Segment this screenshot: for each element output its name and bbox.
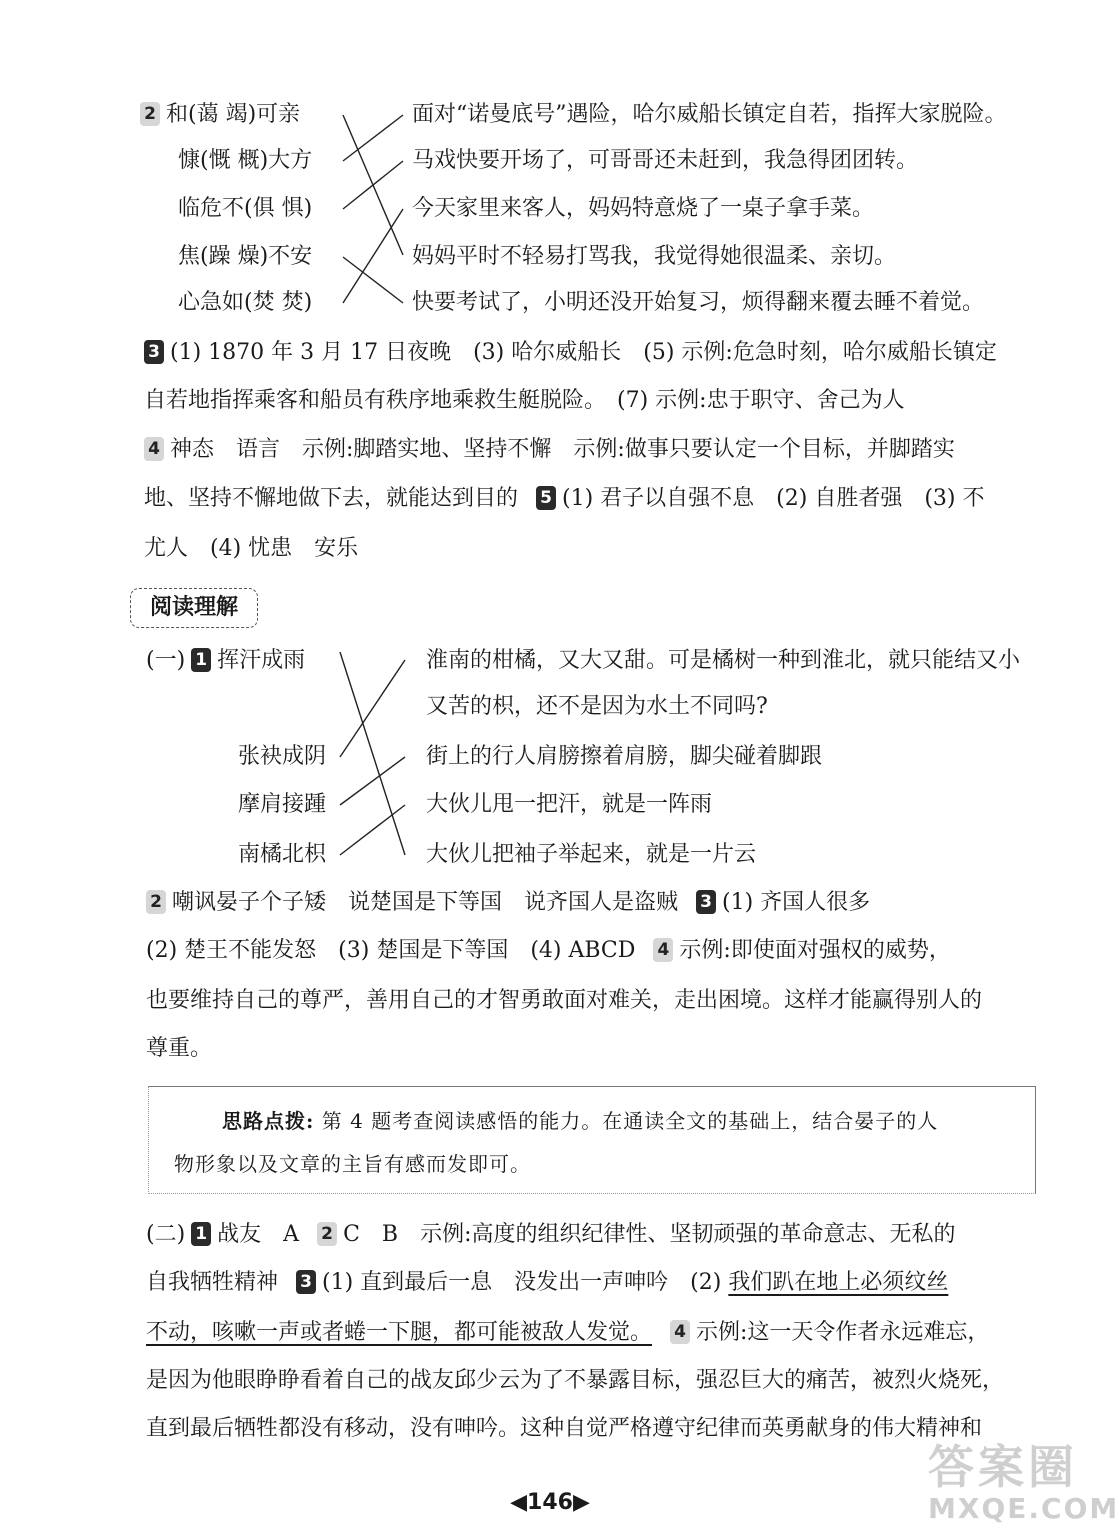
part-prefix: (二) — [146, 1222, 186, 1247]
match-left-item: 心急如(焚 焚) — [178, 290, 313, 315]
r2-line-4: 是因为他眼睁睁看着自己的战友邱少云为了不暴露目标，强忍巨大的痛苦，被烈火烧死， — [146, 1368, 1005, 1393]
r1-connector — [340, 805, 405, 855]
question-badge: 4 — [653, 938, 673, 962]
tip-line-1 — [222, 1107, 938, 1135]
r1-connector — [340, 757, 405, 805]
answer-text: (1) 齐国人很多 — [722, 890, 871, 915]
q4-line-2 — [144, 484, 985, 514]
answer-text: 自我牺牲精神 — [146, 1270, 279, 1295]
watermark-top: 答案圈 — [928, 1440, 1078, 1494]
match-right-item: 马戏快要开场了，可哥哥还未赶到，我急得团团转。 — [412, 148, 919, 173]
q5-line-3: 尤人 (4) 忧患 安乐 — [144, 536, 359, 561]
match-right-item-cont: 又苦的枳，还不是因为水土不同吗? — [426, 694, 768, 719]
question-badge: 3 — [144, 340, 164, 364]
match-left-item: 摩肩接踵 — [238, 792, 327, 817]
question-badge: 2 — [140, 102, 160, 126]
answer-text: (1) 君子以自强不息 (2) 自胜者强 (3) 不 — [562, 486, 985, 511]
r1-row-1 — [146, 646, 305, 676]
part-prefix: (一) — [146, 648, 186, 673]
match-right-item: 大伙儿甩一把汗，就是一阵雨 — [426, 792, 713, 817]
page-number: ◀146▶ — [510, 1490, 590, 1515]
match-right-item: 面对“诺曼底号”遇险，哈尔威船长镇定自若，指挥大家脱险。 — [412, 102, 1007, 127]
question-badge: 4 — [144, 437, 164, 461]
answer-text: 示例:即使面对强权的威势， — [679, 938, 951, 963]
answer-text: (2) 楚王不能发怒 (3) 楚国是下等国 (4) ABCD — [146, 938, 636, 963]
tip-label: 思路点拨: — [222, 1109, 315, 1133]
match-left-item: 慷(慨 概)大方 — [178, 148, 313, 173]
q2-connector — [343, 115, 403, 161]
match-right-item: 今天家里来客人，妈妈特意烧了一桌子拿手菜。 — [412, 196, 875, 221]
r1-q3-line — [146, 936, 951, 966]
match-left-item: 张袂成阴 — [238, 744, 327, 769]
r1-q4-line-3: 尊重。 — [146, 1036, 213, 1061]
watermark-bottom: MXQE.COM — [928, 1492, 1119, 1525]
answer-text: 嘲讽晏子个子矮 说楚国是下等国 说齐国人是盗贼 — [172, 890, 679, 915]
question-badge: 1 — [191, 648, 211, 672]
underlined-answer: 我们趴在地上必须纹丝 — [728, 1270, 949, 1295]
match-right-item: 淮南的柑橘，又大又甜。可是橘树一种到淮北，就只能结又小 — [426, 648, 1021, 673]
answer-text: (1) 直到最后一息 没发出一声呻吟 (2) — [322, 1270, 729, 1295]
q2-connector — [343, 209, 403, 303]
q3-line-1 — [144, 338, 997, 368]
tip-line-2: 物形象以及文章的主旨有感而发即可。 — [174, 1152, 531, 1176]
answer-text: (1) 1870 年 3 月 17 日夜晚 (3) 哈尔威船长 (5) 示例:危急时刻，哈尔威船长镇定 — [170, 340, 997, 365]
watermark-logo — [928, 1442, 1119, 1525]
question-badge: 2 — [317, 1222, 337, 1246]
match-right-item: 妈妈平时不轻易打骂我，我觉得她很温柔、亲切。 — [412, 244, 897, 269]
match-left-item: 焦(躁 燥)不安 — [178, 244, 313, 269]
r2-line-5: 直到最后牺牲都没有移动，没有呻吟。这种自觉严格遵守纪律而英勇献身的伟大精神和 — [146, 1416, 983, 1441]
r1-connector — [340, 660, 405, 757]
answer-text: 战友 A — [217, 1222, 300, 1247]
r2-line-2 — [146, 1268, 948, 1298]
q3-line-2: 自若地指挥乘客和船员有秩序地乘救生艇脱险。 (7) 示例:忠于职守、舍己为人 — [144, 388, 905, 413]
r1-q4-line-2: 也要维持自己的尊严，善用自己的才智勇敢面对难关，走出困境。这样才能赢得别人的 — [146, 988, 983, 1013]
match-left-item: 南橘北枳 — [238, 842, 327, 867]
q2-connector — [343, 257, 403, 303]
answer-text: 地、坚持不懈地做下去，就能达到目的 — [144, 486, 519, 511]
section-title: 阅读理解 — [130, 588, 258, 628]
match-right-item: 大伙儿把袖子举起来，就是一片云 — [426, 842, 757, 867]
question-badge: 1 — [191, 1222, 211, 1246]
r1-q2-line — [146, 888, 870, 918]
match-left-item: 临危不(俱 惧) — [178, 196, 313, 221]
question-badge: 4 — [670, 1320, 690, 1344]
question-badge: 5 — [536, 486, 556, 510]
match-left-item: 和(蔼 竭)可亲 — [166, 102, 301, 127]
answer-text: 神态 语言 示例:脚踏实地、坚持不懈 示例:做事只要认定一个目标，并脚踏实 — [170, 437, 955, 462]
answer-text: 示例:这一天令作者永远难忘， — [696, 1320, 990, 1345]
q4-line-1 — [144, 435, 955, 465]
r2-line-3 — [146, 1318, 989, 1348]
match-right-item: 快要考试了，小明还没开始复习，烦得翻来覆去睡不着觉。 — [412, 290, 985, 315]
question-badge: 3 — [696, 890, 716, 914]
q2-connector — [343, 161, 403, 209]
answer-text: C B 示例:高度的组织纪律性、坚韧顽强的革命意志、无私的 — [343, 1222, 956, 1247]
tip-text: 第 4 题考查阅读感悟的能力。在通读全文的基础上，结合晏子的人 — [321, 1109, 939, 1133]
r2-line-1 — [146, 1220, 955, 1250]
r1-connector — [340, 652, 405, 855]
match-right-item: 街上的行人肩膀擦着肩膀，脚尖碰着脚跟 — [426, 744, 823, 769]
underlined-answer: 不动，咳嗽一声或者蜷一下腿，都可能被敌人发觉。 — [146, 1320, 653, 1345]
match-left-item: 挥汗成雨 — [217, 648, 306, 673]
question-badge: 2 — [146, 890, 166, 914]
question-badge: 3 — [296, 1270, 316, 1294]
